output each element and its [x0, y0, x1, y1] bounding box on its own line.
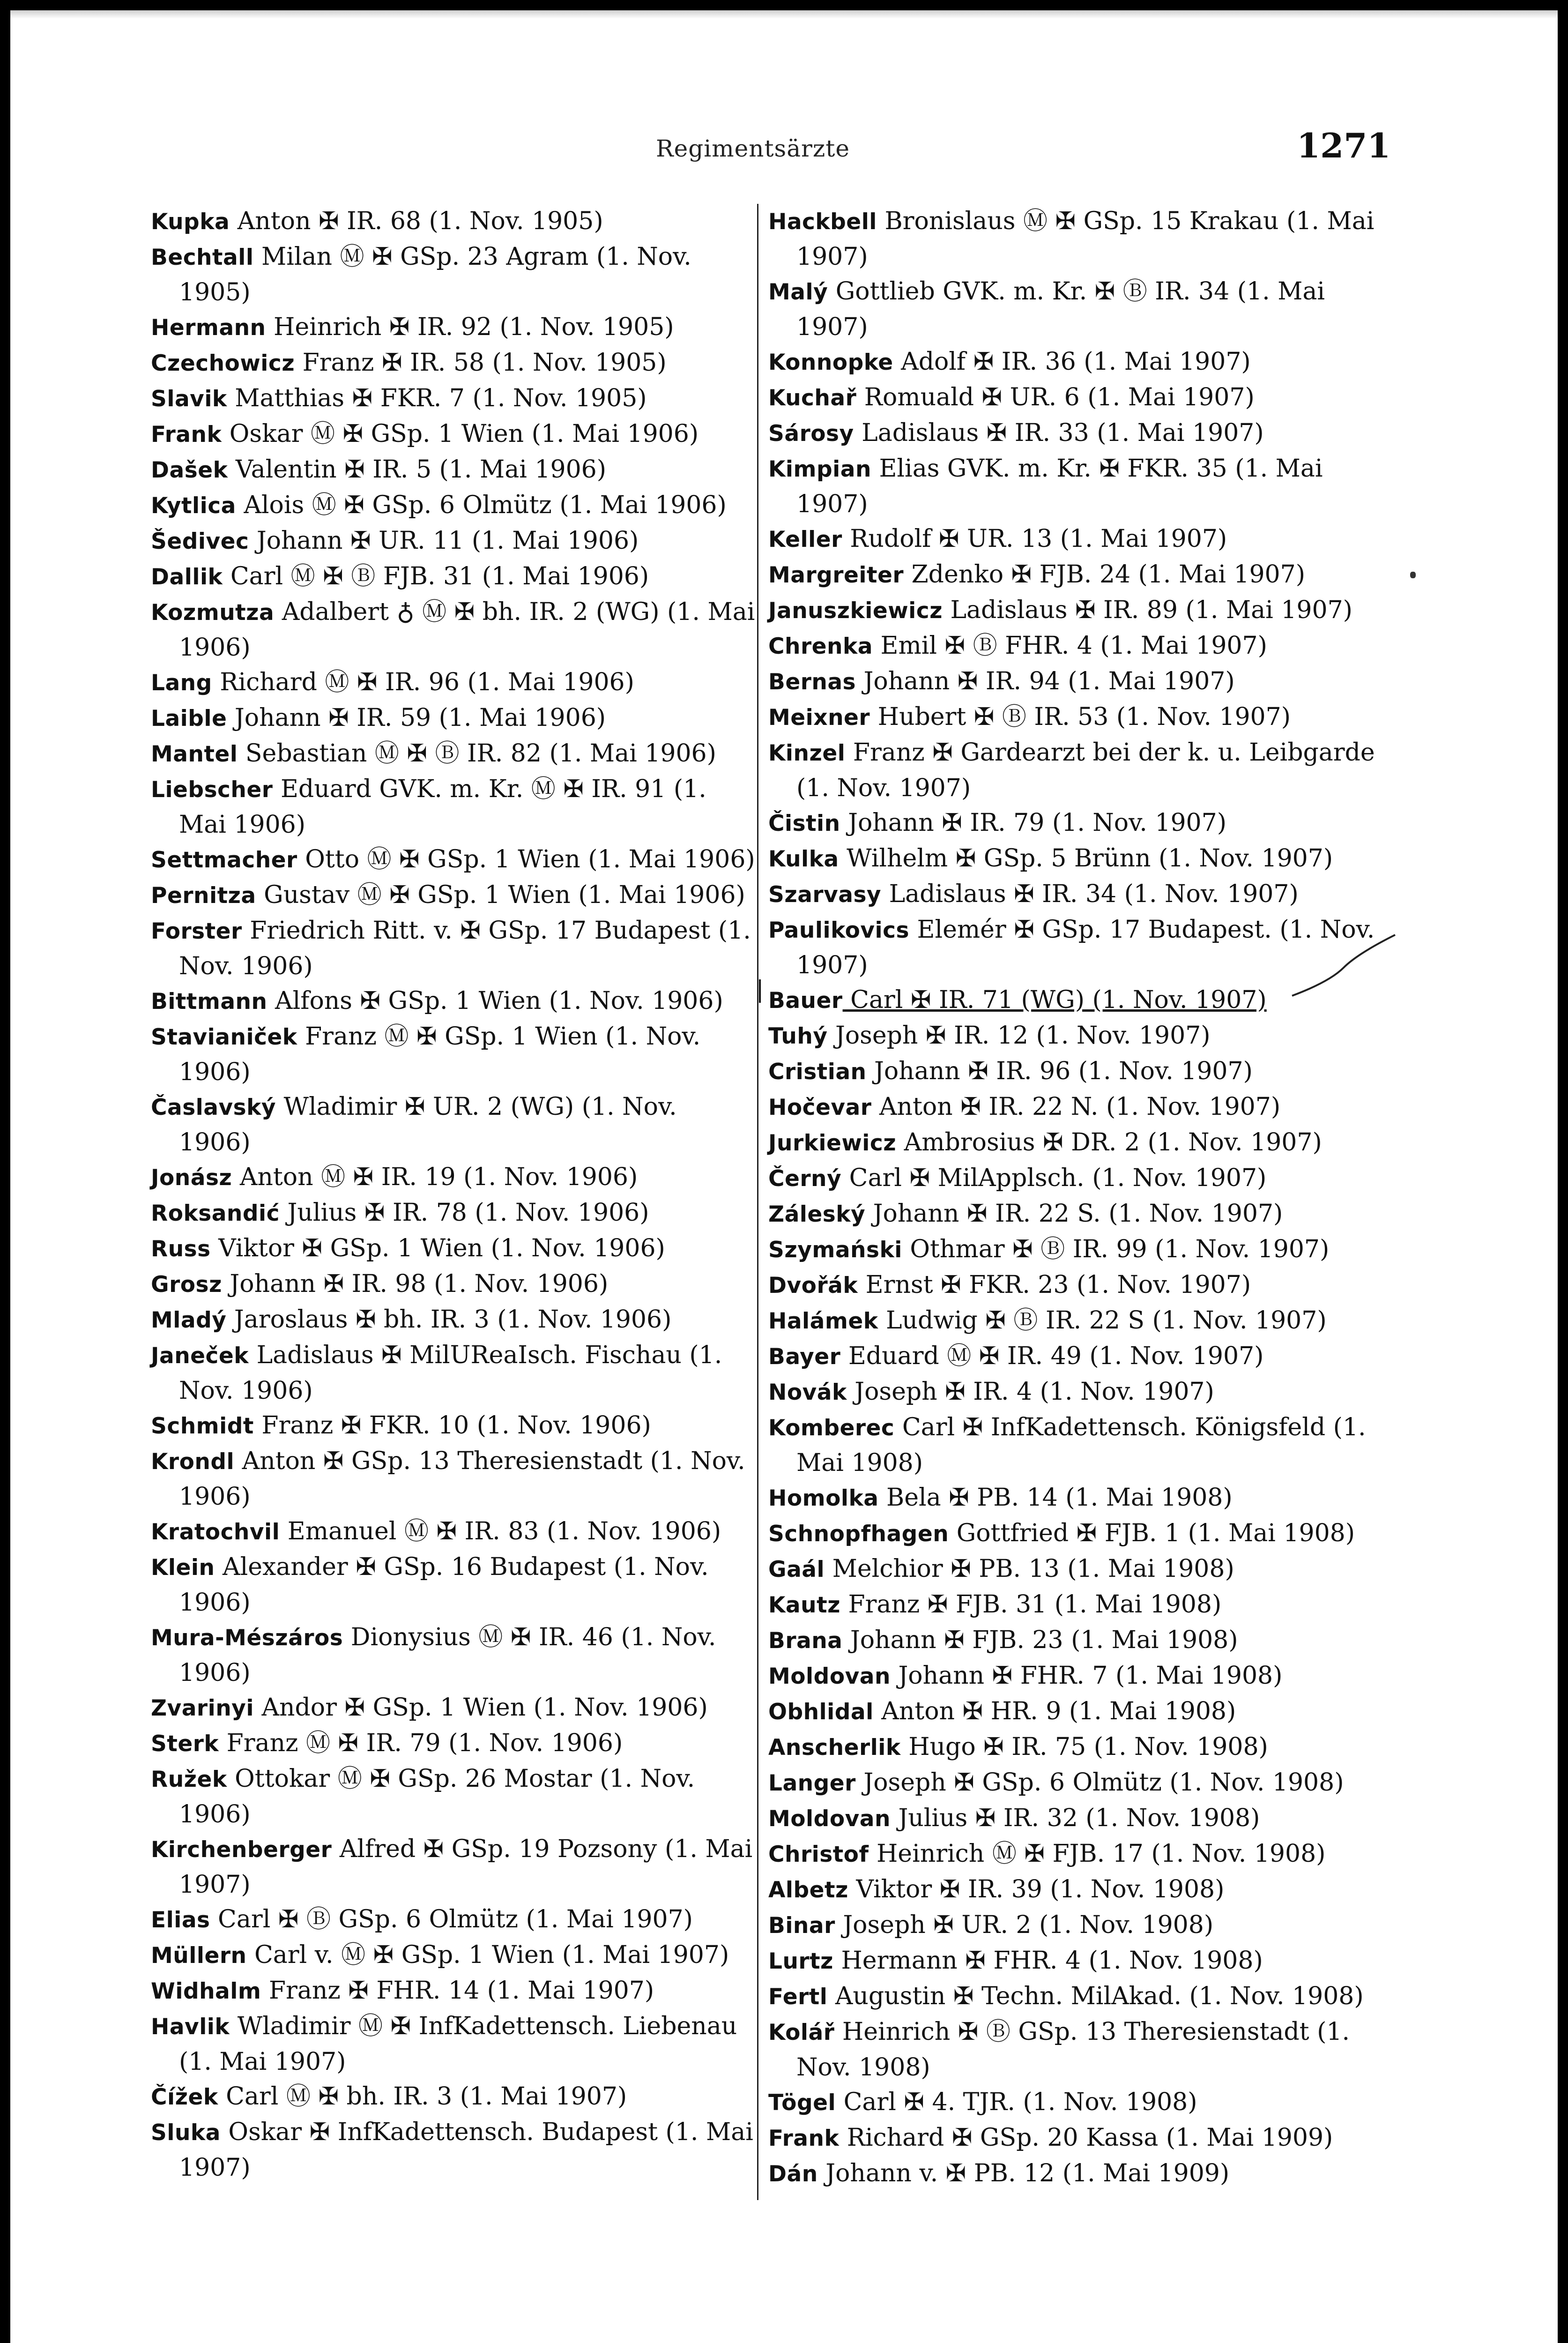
list-item: [151, 2009, 755, 2079]
entry-details: Friedrich Ritt. v. ✠ GSp. 17 Budapest (1. Nov. 1906): [179, 917, 751, 980]
entry-details: Franz ✠ FJB. 31 (1. Mai 1908): [840, 1590, 1222, 1619]
surname: Januszkiewicz: [768, 598, 943, 624]
entry-details: Emanuel Ⓜ ✠ IR. 83 (1. Nov. 1906): [280, 1517, 721, 1545]
entry-details: Carl ✠ MilApplsch. (1. Nov. 1907): [841, 1164, 1267, 1192]
list-item: [151, 1195, 755, 1231]
entry-details: Ottokar Ⓜ ✠ GSp. 26 Mostar (1. Nov. 1906): [179, 1765, 695, 1828]
list-item: [768, 983, 1377, 1018]
surname: Moldovan: [768, 1806, 891, 1832]
surname: Chrenka: [768, 634, 873, 659]
list-item: [151, 1514, 755, 1550]
list-item: [768, 1552, 1377, 1587]
entry-details: Eduard Ⓜ ✠ IR. 49 (1. Nov. 1907): [840, 1342, 1264, 1370]
entry-details: Richard ✠ GSp. 20 Kassa (1. Mai 1909): [839, 2124, 1333, 2152]
list-item: [151, 2079, 755, 2115]
list-item: [151, 1761, 755, 1832]
surname: Pernitza: [151, 883, 256, 909]
entry-details: Gustav Ⓜ ✠ GSp. 1 Wien (1. Mai 1906): [256, 881, 745, 909]
entry-details: Sebastian Ⓜ ✠ Ⓑ IR. 82 (1. Mai 1906): [238, 739, 716, 768]
entry-details: Johann ✠ IR. 22 S. (1. Nov. 1907): [865, 1200, 1283, 1228]
surname: Jonász: [151, 1165, 232, 1191]
entry-details: Wilhelm ✠ GSp. 5 Brünn (1. Nov. 1907): [839, 844, 1333, 873]
list-item: [151, 310, 755, 345]
surname: Forster: [151, 918, 242, 944]
entry-details: Hermann ✠ FHR. 4 (1. Nov. 1908): [833, 1947, 1263, 1975]
list-item: [151, 1019, 755, 1089]
surname: Havlik: [151, 2014, 230, 2040]
surname: Szymański: [768, 1237, 902, 1263]
surname: Müllern: [151, 1943, 247, 1969]
list-item: [151, 878, 755, 913]
surname: Časlavský: [151, 1095, 276, 1120]
surname: Albetz: [768, 1877, 848, 1903]
list-item: [151, 1267, 755, 1302]
surname: Keller: [768, 527, 842, 552]
list-item: [768, 1125, 1377, 1161]
list-item: [768, 2085, 1377, 2120]
entry-details: Johann ✠ FJB. 23 (1. Mai 1908): [842, 1626, 1238, 1654]
entry-details: Viktor ✠ GSp. 1 Wien (1. Nov. 1906): [210, 1234, 665, 1262]
entry-details: Bela ✠ PB. 14 (1. Mai 1908): [878, 1484, 1233, 1512]
entry-details: Elias GVK. m. Kr. ✠ FKR. 35 (1. Mai 1907): [796, 455, 1323, 518]
surname: Kulka: [768, 846, 839, 872]
list-item: [768, 1232, 1377, 1268]
entry-details: Gottlieb GVK. m. Kr. ✠ Ⓑ IR. 34 (1. Mai 1907): [796, 277, 1325, 341]
list-item: [768, 700, 1377, 735]
surname: Bechtall: [151, 245, 254, 270]
entry-details: Carl Ⓜ ✠ bh. IR. 3 (1. Mai 1907): [218, 2082, 627, 2111]
list-item: [151, 381, 755, 417]
list-item: [151, 842, 755, 878]
surname: Sterk: [151, 1731, 219, 1757]
surname: Janeček: [151, 1343, 249, 1369]
list-item: [768, 664, 1377, 700]
entry-details: Ladislaus ✠ IR. 33 (1. Mai 1907): [854, 419, 1264, 447]
surname: Mura-Mészáros: [151, 1625, 343, 1651]
entry-details: Heinrich ✠ Ⓑ GSp. 13 Theresienstadt (1. Nov. 1908): [796, 2018, 1350, 2082]
entry-details: Oskar Ⓜ ✠ GSp. 1 Wien (1. Mai 1906): [222, 420, 699, 448]
list-item: [768, 1623, 1377, 1658]
entry-details: Franz Ⓜ ✠ GSp. 1 Wien (1. Nov. 1906): [179, 1022, 701, 1086]
surname: Dán: [768, 2161, 818, 2187]
scan-edge: [0, 0, 1568, 19]
entry-details: Gottfried ✠ FJB. 1 (1. Mai 1908): [949, 1519, 1355, 1547]
entry-details: Hubert ✠ Ⓑ IR. 53 (1. Nov. 1907): [870, 703, 1291, 731]
entry-details: Franz ✠ IR. 58 (1. Nov. 1905): [295, 349, 667, 377]
surname: Stavianiček: [151, 1024, 297, 1050]
entry-details: Zdenko ✠ FJB. 24 (1. Mai 1907): [904, 560, 1306, 589]
entry-details: Anton ✠ IR. 22 N. (1. Nov. 1907): [871, 1093, 1281, 1121]
entry-details: Carl ✠ 4. TJR. (1. Nov. 1908): [836, 2088, 1197, 2116]
surname: Krondl: [151, 1449, 235, 1475]
list-item: [768, 557, 1377, 593]
surname: Kupka: [151, 209, 230, 235]
entry-details: Franz ✠ FHR. 14 (1. Mai 1907): [261, 1977, 654, 2005]
surname: Paulikovics: [768, 918, 909, 943]
margin-mark: [759, 979, 761, 1003]
entry-details: Johann ✠ IR. 59 (1. Mai 1906): [227, 704, 606, 732]
list-item: [768, 1801, 1377, 1836]
list-item: [768, 416, 1377, 451]
entry-details: Elemér ✠ GSp. 17 Budapest. (1. Nov. 1907): [796, 916, 1375, 979]
surname: Anscherlik: [768, 1735, 901, 1761]
surname: Halámek: [768, 1308, 878, 1334]
entry-details: Valentin ✠ IR. 5 (1. Mai 1906): [228, 455, 607, 484]
surname: Malý: [768, 279, 828, 305]
list-item: [768, 1018, 1377, 1054]
entry-details: Heinrich ✠ IR. 92 (1. Nov. 1905): [266, 313, 674, 341]
surname: Jurkiewicz: [768, 1130, 897, 1156]
surname: Bernas: [768, 669, 856, 695]
list-item: [768, 1694, 1377, 1730]
list-item: [151, 2115, 755, 2185]
list-item: [151, 523, 755, 559]
list-item: [768, 912, 1377, 983]
entry-details: Milan Ⓜ ✠ GSp. 23 Agram (1. Nov. 1905): [179, 243, 691, 306]
list-item: [151, 665, 755, 701]
entry-details: Wladimir Ⓜ ✠ InfKadettensch. Liebenau (1. Mai 1907): [179, 2012, 737, 2076]
entry-details: Ladislaus ✠ IR. 34 (1. Nov. 1907): [881, 880, 1299, 908]
surname: Kimpian: [768, 456, 871, 482]
entry-details: Johann ✠ IR. 98 (1. Nov. 1906): [222, 1270, 609, 1298]
list-item: [768, 1480, 1377, 1516]
list-item: [768, 1979, 1377, 2015]
list-item: [768, 1339, 1377, 1374]
surname: Kinzel: [768, 740, 846, 766]
list-item: [768, 1268, 1377, 1303]
surname: Dašek: [151, 457, 228, 483]
surname: Brana: [768, 1628, 843, 1654]
surname: Liebscher: [151, 777, 273, 803]
entry-details: Joseph ✠ IR. 12 (1. Nov. 1907): [827, 1022, 1211, 1050]
entry-details: Ladislaus ✠ MilUReaIsch. Fischau (1. Nov. 1906): [179, 1341, 722, 1405]
entry-details: Othmar ✠ Ⓑ IR. 99 (1. Nov. 1907): [902, 1235, 1330, 1263]
entry-details: Julius ✠ IR. 32 (1. Nov. 1908): [890, 1804, 1260, 1832]
surname: Laible: [151, 706, 227, 731]
entry-details: Julius ✠ IR. 78 (1. Nov. 1906): [280, 1199, 649, 1227]
list-item: [151, 1726, 755, 1761]
list-item: [151, 1444, 755, 1514]
surname: Margreiter: [768, 562, 904, 588]
surname: Bauer: [768, 988, 843, 1014]
surname: Dvořák: [768, 1273, 858, 1298]
entry-details: Hugo ✠ IR. 75 (1. Nov. 1908): [900, 1733, 1268, 1761]
entry-details: Andor ✠ GSp. 1 Wien (1. Nov. 1906): [253, 1694, 708, 1722]
list-item: [151, 772, 755, 842]
list-item: [151, 1338, 755, 1408]
surname: Kautz: [768, 1592, 840, 1618]
list-item: [151, 595, 755, 665]
list-item: [768, 1303, 1377, 1339]
list-item: [768, 1161, 1377, 1196]
entry-details: Anton ✠ GSp. 13 Theresienstadt (1. Nov. 1906): [179, 1447, 745, 1511]
entry-details: Jaroslaus ✠ bh. IR. 3 (1. Nov. 1906): [226, 1306, 672, 1334]
surname: Kuchař: [768, 385, 857, 411]
entry-details: Romuald ✠ UR. 6 (1. Mai 1907): [856, 383, 1255, 411]
surname: Konnopke: [768, 350, 893, 375]
list-item: [768, 380, 1377, 416]
entry-details: Ladislaus ✠ IR. 89 (1. Mai 1907): [942, 596, 1352, 624]
entry-details: Anton Ⓜ ✠ IR. 19 (1. Nov. 1906): [232, 1163, 638, 1191]
surname: Zvarinyi: [151, 1695, 254, 1721]
surname: Mladý: [151, 1307, 227, 1333]
list-item: [768, 522, 1377, 557]
entry-details: Alfons ✠ GSp. 1 Wien (1. Nov. 1906): [267, 987, 723, 1015]
surname: Czechowicz: [151, 351, 295, 376]
entry-details: Carl ✠ IR. 71 (WG) (1. Nov. 1907): [842, 986, 1267, 1014]
entry-details: Alois Ⓜ ✠ GSp. 6 Olmütz (1. Mai 1906): [236, 491, 727, 519]
surname: Kirchenberger: [151, 1837, 332, 1863]
entry-details: Heinrich Ⓜ ✠ FJB. 17 (1. Nov. 1908): [869, 1840, 1326, 1868]
list-item: [151, 1550, 755, 1620]
surname: Záleský: [768, 1201, 866, 1227]
surname: Szarvasy: [768, 882, 882, 908]
surname: Schmidt: [151, 1413, 254, 1439]
list-item: [151, 1408, 755, 1444]
list-item: [151, 1938, 755, 1973]
list-item: [151, 1620, 755, 1690]
entry-details: Franz ✠ Gardearzt bei der k. u. Leibgarde (1. Nov. 1907): [796, 739, 1375, 802]
surname: Komberec: [768, 1415, 895, 1441]
list-item: [151, 417, 755, 452]
entry-details: Emil ✠ Ⓑ FHR. 4 (1. Mai 1907): [872, 632, 1267, 660]
list-item: [768, 1516, 1377, 1552]
running-head: Regimentsärzte: [656, 135, 850, 162]
surname: Dallik: [151, 564, 223, 590]
list-item: [768, 1765, 1377, 1801]
list-item: [151, 452, 755, 488]
surname: Christof: [768, 1842, 869, 1867]
entry-details: Carl Ⓜ ✠ Ⓑ FJB. 31 (1. Mai 1906): [223, 562, 649, 590]
list-item: [768, 1730, 1377, 1765]
entry-details: Franz ✠ FKR. 10 (1. Nov. 1906): [253, 1411, 651, 1440]
list-item: [768, 1089, 1377, 1125]
entry-details: Alexander ✠ GSp. 16 Budapest (1. Nov. 1906): [179, 1553, 709, 1617]
list-item: [768, 1943, 1377, 1979]
surname: Bittmann: [151, 989, 268, 1015]
surname: Russ: [151, 1236, 211, 1262]
surname: Tuhý: [768, 1023, 828, 1049]
surname: Bayer: [768, 1344, 841, 1370]
entry-details: Ludwig ✠ Ⓑ IR. 22 S (1. Nov. 1907): [878, 1306, 1327, 1335]
list-item: [768, 841, 1377, 877]
entry-details: Dionysius Ⓜ ✠ IR. 46 (1. Nov. 1906): [179, 1623, 716, 1687]
list-item: [768, 593, 1377, 628]
surname: Slavik: [151, 386, 227, 412]
surname: Klein: [151, 1555, 215, 1581]
entry-details: Eduard GVK. m. Kr. Ⓜ ✠ IR. 91 (1. Mai 1906): [179, 775, 706, 839]
right-column: [768, 204, 1377, 2192]
surname: Černý: [768, 1166, 842, 1192]
surname: Roksandić: [151, 1201, 280, 1226]
surname: Obhlidal: [768, 1699, 874, 1725]
entry-details: Matthias ✠ FKR. 7 (1. Nov. 1905): [227, 384, 647, 412]
surname: Frank: [768, 2126, 840, 2151]
list-item: [768, 1658, 1377, 1694]
entry-details: Johann v. ✠ PB. 12 (1. Mai 1909): [817, 2159, 1230, 2187]
list-item: [768, 2156, 1377, 2192]
list-item: [151, 1973, 755, 2009]
surname: Čížek: [151, 2084, 218, 2110]
surname: Kozmutza: [151, 600, 275, 626]
entry-details: Johann ✠ UR. 11 (1. Mai 1906): [249, 527, 639, 555]
entry-details: Johann ✠ FHR. 7 (1. Mai 1908): [890, 1662, 1283, 1690]
surname: Ružek: [151, 1767, 227, 1792]
entry-details: Anton ✠ IR. 68 (1. Nov. 1905): [230, 207, 603, 235]
list-item: [768, 451, 1377, 522]
surname: Kolář: [768, 2020, 835, 2045]
entry-details: Joseph ✠ UR. 2 (1. Nov. 1908): [835, 1911, 1214, 1939]
entry-details: Alfred ✠ GSp. 19 Pozsony (1. Mai 1907): [179, 1835, 753, 1899]
surname: Novák: [768, 1380, 847, 1405]
list-item: [768, 628, 1377, 664]
surname: Kytlica: [151, 493, 236, 519]
list-item: [768, 204, 1377, 274]
ink-speck: [1410, 572, 1416, 578]
list-item: [151, 1902, 755, 1938]
list-item: [151, 345, 755, 381]
surname: Hočevar: [768, 1095, 872, 1120]
entry-details: Johann ✠ IR. 79 (1. Nov. 1907): [840, 809, 1226, 837]
surname: Homolka: [768, 1485, 879, 1511]
surname: Lurtz: [768, 1948, 833, 1974]
list-item: [768, 1054, 1377, 1089]
list-item: [768, 1872, 1377, 1908]
entry-details: Bronislaus Ⓜ ✠ GSp. 15 Krakau (1. Mai 1907): [796, 207, 1375, 271]
list-item: [151, 984, 755, 1019]
surname: Hackbell: [768, 209, 877, 235]
list-item: [151, 1832, 755, 1902]
surname: Schnopfhagen: [768, 1521, 949, 1547]
list-item: [768, 877, 1377, 912]
page-number: 1271: [1297, 126, 1391, 165]
surname: Čistin: [768, 811, 840, 836]
surname: Lang: [151, 670, 212, 696]
list-item: [768, 1836, 1377, 1872]
surname: Šedivec: [151, 529, 249, 554]
surname: Cristian: [768, 1059, 867, 1085]
left-column: [151, 204, 755, 2185]
entry-details: Oskar ✠ InfKadettensch. Budapest (1. Mai 1907): [179, 2118, 753, 2182]
list-item: [768, 274, 1377, 344]
surname: Frank: [151, 422, 222, 448]
surname: Elias: [151, 1907, 210, 1933]
surname: Gaál: [768, 1557, 825, 1582]
list-item: [768, 1908, 1377, 1943]
list-item: [151, 1302, 755, 1338]
list-item: [151, 559, 755, 595]
list-item: [768, 344, 1377, 380]
entry-details: Adolf ✠ IR. 36 (1. Mai 1907): [893, 348, 1251, 376]
list-item: [768, 2120, 1377, 2156]
list-item: [768, 806, 1377, 841]
entry-details: Anton ✠ HR. 9 (1. Mai 1908): [873, 1697, 1236, 1725]
list-item: [768, 1196, 1377, 1232]
surname: Hermann: [151, 315, 266, 341]
surname: Binar: [768, 1913, 835, 1939]
surname: Tögel: [768, 2090, 836, 2116]
list-item: [151, 1160, 755, 1195]
list-item: [768, 2015, 1377, 2085]
entry-details: Johann ✠ IR. 94 (1. Mai 1907): [856, 667, 1235, 695]
entry-details: Carl ✠ Ⓑ GSp. 6 Olmütz (1. Mai 1907): [210, 1905, 693, 1933]
entry-details: Otto Ⓜ ✠ GSp. 1 Wien (1. Mai 1906): [297, 845, 755, 873]
surname: Settmacher: [151, 847, 297, 873]
list-item: [151, 913, 755, 984]
entry-details: Franz Ⓜ ✠ IR. 79 (1. Nov. 1906): [219, 1729, 623, 1757]
surname: Fertl: [768, 1984, 828, 2010]
entry-details: Wladimir ✠ UR. 2 (WG) (1. Nov. 1906): [179, 1093, 677, 1157]
column-divider: [757, 204, 758, 2200]
list-item: [151, 488, 755, 523]
list-item: [768, 1410, 1377, 1480]
list-item: [151, 1231, 755, 1267]
list-item: [151, 1089, 755, 1160]
surname: Kratochvil: [151, 1519, 280, 1545]
list-item: [768, 735, 1377, 806]
entry-details: Adalbert ♁ Ⓜ ✠ bh. IR. 2 (WG) (1. Mai 1906): [179, 598, 755, 662]
surname: Sárosy: [768, 421, 854, 447]
entry-details: Richard Ⓜ ✠ IR. 96 (1. Mai 1906): [212, 668, 634, 696]
entry-details: Joseph ✠ IR. 4 (1. Nov. 1907): [847, 1378, 1214, 1406]
list-item: [768, 1374, 1377, 1410]
list-item: [151, 1690, 755, 1726]
surname: Mantel: [151, 741, 238, 767]
entry-details: Viktor ✠ IR. 39 (1. Nov. 1908): [848, 1875, 1225, 1903]
surname: Sluka: [151, 2120, 221, 2146]
entry-details: Augustin ✠ Techn. MilAkad. (1. Nov. 1908): [827, 1982, 1364, 2010]
list-item: [151, 701, 755, 736]
surname: Langer: [768, 1770, 856, 1796]
surname: Meixner: [768, 705, 870, 731]
list-item: [151, 204, 755, 239]
entry-details: Rudolf ✠ UR. 13 (1. Mai 1907): [842, 525, 1227, 553]
entry-details: Ernst ✠ FKR. 23 (1. Nov. 1907): [858, 1271, 1251, 1299]
entry-details: Johann ✠ IR. 96 (1. Nov. 1907): [866, 1057, 1253, 1085]
surname: Grosz: [151, 1272, 222, 1298]
entry-details: Melchior ✠ PB. 13 (1. Mai 1908): [825, 1555, 1234, 1583]
entry-details: Ambrosius ✠ DR. 2 (1. Nov. 1907): [896, 1128, 1322, 1157]
list-item: [151, 736, 755, 772]
entry-details: Carl ✠ InfKadettensch. Königsfeld (1. Mai 1908): [796, 1413, 1366, 1477]
entry-details: Joseph ✠ GSp. 6 Olmütz (1. Nov. 1908): [855, 1768, 1344, 1797]
list-item: [768, 1587, 1377, 1623]
list-item: [151, 239, 755, 310]
surname: Widhalm: [151, 1978, 261, 2004]
surname: Moldovan: [768, 1664, 891, 1689]
entry-details: Carl v. Ⓜ ✠ GSp. 1 Wien (1. Mai 1907): [246, 1941, 729, 1969]
